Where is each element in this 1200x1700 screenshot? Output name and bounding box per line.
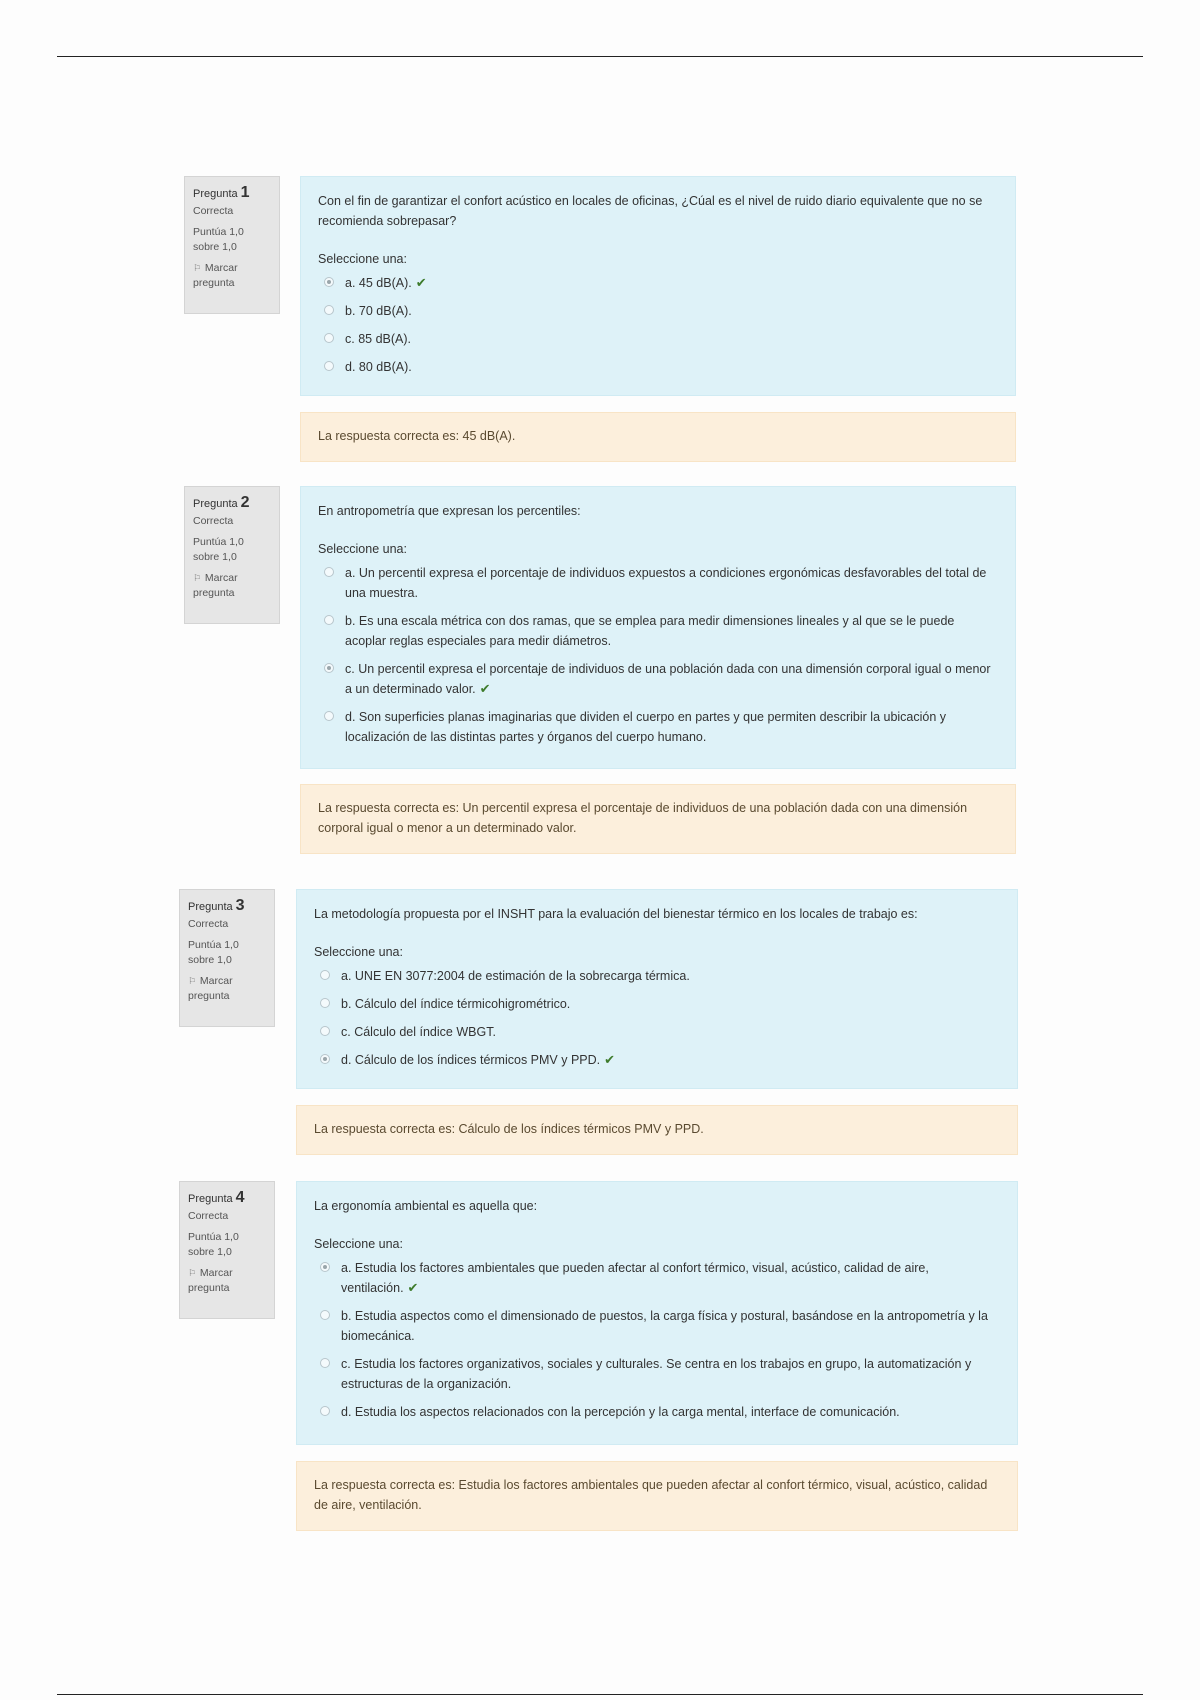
question-formulation bbox=[300, 176, 1016, 396]
flag-icon: ⚐ bbox=[188, 1268, 197, 1278]
answer-prompt: Seleccione una: bbox=[314, 945, 403, 959]
radio-button[interactable] bbox=[324, 305, 334, 315]
flag-question-link[interactable] bbox=[193, 261, 271, 291]
right-answer-feedback bbox=[300, 784, 1016, 854]
answer-option-text: a. UNE EN 3077:2004 de estimación de la sobrecarga térmica. bbox=[341, 969, 690, 983]
answer-option-c[interactable] bbox=[318, 329, 998, 349]
question-number: 3 bbox=[235, 897, 245, 914]
answer-option-text: c. Estudia los factores organizativos, sociales y culturales. Se centra en los trabajos en grupo, la automatización y estructuras de la organización. bbox=[341, 1357, 972, 1391]
bottom-rule bbox=[57, 1694, 1143, 1695]
question-number: 2 bbox=[240, 494, 250, 511]
check-icon: ✔ bbox=[407, 1280, 419, 1295]
answer-option-d[interactable] bbox=[314, 1050, 1000, 1070]
question-number: 4 bbox=[235, 1189, 245, 1206]
answer-options bbox=[314, 966, 1000, 1070]
answer-option-b[interactable] bbox=[318, 301, 998, 321]
flag-question-link[interactable] bbox=[188, 974, 266, 1004]
flag-icon: ⚐ bbox=[193, 573, 202, 583]
answer-option-c[interactable] bbox=[314, 1354, 1000, 1394]
answer-prompt: Seleccione una: bbox=[318, 252, 407, 266]
radio-button[interactable] bbox=[324, 567, 334, 577]
check-icon: ✔ bbox=[604, 1052, 616, 1067]
question-grade: Puntúa 1,0 sobre 1,0 bbox=[188, 1231, 239, 1258]
radio-button[interactable] bbox=[324, 663, 334, 673]
answer-option-text: a. Un percentil expresa el porcentaje de individuos expuestos a condiciones ergonómicas desfavorables del total de una muestra. bbox=[345, 566, 987, 600]
flag-question-label: Marcar pregunta bbox=[193, 572, 238, 599]
flag-question-link[interactable] bbox=[193, 571, 271, 601]
question-grade: Puntúa 1,0 sobre 1,0 bbox=[193, 226, 244, 253]
answer-option-d[interactable] bbox=[318, 707, 998, 747]
flag-question-label: Marcar pregunta bbox=[193, 262, 238, 289]
question-grade: Puntúa 1,0 sobre 1,0 bbox=[188, 939, 239, 966]
flag-question-label: Marcar pregunta bbox=[188, 975, 233, 1002]
answer-option-d[interactable] bbox=[314, 1402, 1000, 1422]
answer-option-a[interactable] bbox=[314, 966, 1000, 986]
question-label: Pregunta bbox=[193, 188, 238, 200]
right-answer-text: La respuesta correcta es: Un percentil expresa el porcentaje de individuos de una población dada con una dimensión corporal igual o menor a un determinado valor. bbox=[318, 801, 968, 835]
right-answer-feedback bbox=[300, 412, 1016, 462]
question-number: 1 bbox=[240, 184, 250, 201]
radio-button[interactable] bbox=[324, 277, 334, 287]
right-answer-text: La respuesta correcta es: Cálculo de los índices térmicos PMV y PPD. bbox=[314, 1122, 704, 1136]
check-icon: ✔ bbox=[415, 275, 427, 290]
radio-button[interactable] bbox=[324, 615, 334, 625]
question-state: Correcta bbox=[193, 515, 234, 527]
top-rule bbox=[57, 56, 1143, 57]
answer-option-b[interactable] bbox=[314, 994, 1000, 1014]
flag-question-label: Marcar pregunta bbox=[188, 1267, 233, 1294]
question-formulation bbox=[296, 889, 1018, 1089]
question-label: Pregunta bbox=[188, 1193, 233, 1205]
right-answer-feedback bbox=[296, 1461, 1018, 1531]
answer-option-text: b. Estudia aspectos como el dimensionado de puestos, la carga física y postural, basándose en la antropometría y la biomecánica. bbox=[341, 1309, 988, 1343]
answer-option-text: d. Son superficies planas imaginarias que dividen el cuerpo en partes y que permiten describir la ubicación y localización de las distintas partes y órganos del cuerpo humano. bbox=[345, 710, 947, 744]
answer-option-text: a. 45 dB(A). bbox=[345, 276, 412, 290]
answer-option-d[interactable] bbox=[318, 357, 998, 377]
question-formulation bbox=[296, 1181, 1018, 1445]
question-formulation bbox=[300, 486, 1016, 769]
flag-icon: ⚐ bbox=[188, 976, 197, 986]
question-info bbox=[184, 176, 280, 314]
radio-button[interactable] bbox=[320, 1406, 330, 1416]
radio-button[interactable] bbox=[324, 361, 334, 371]
answer-options bbox=[314, 1258, 1000, 1422]
answer-option-text: b. Es una escala métrica con dos ramas, que se emplea para medir dimensiones lineales y al que se le puede acoplar reglas especiales para medir diámetros. bbox=[345, 614, 955, 648]
radio-button[interactable] bbox=[320, 1026, 330, 1036]
answer-option-text: c. 85 dB(A). bbox=[345, 332, 411, 346]
right-answer-text: La respuesta correcta es: Estudia los factores ambientales que pueden afectar al confort térmico, visual, acústico, calidad de aire, ventilación. bbox=[314, 1478, 988, 1512]
question-info bbox=[179, 1181, 275, 1319]
radio-button[interactable] bbox=[324, 333, 334, 343]
answer-option-b[interactable] bbox=[314, 1306, 1000, 1346]
answer-option-b[interactable] bbox=[318, 611, 998, 651]
flag-icon: ⚐ bbox=[193, 263, 202, 273]
answer-option-a[interactable] bbox=[318, 563, 998, 603]
answer-option-a[interactable] bbox=[318, 273, 998, 293]
radio-button[interactable] bbox=[320, 970, 330, 980]
question-text: La ergonomía ambiental es aquella que: bbox=[314, 1199, 538, 1213]
radio-button[interactable] bbox=[320, 1054, 330, 1064]
question-text: La metodología propuesta por el INSHT para la evaluación del bienestar térmico en los locales de trabajo es: bbox=[314, 907, 918, 921]
radio-button[interactable] bbox=[320, 1310, 330, 1320]
answer-option-c[interactable] bbox=[314, 1022, 1000, 1042]
answer-options bbox=[318, 563, 998, 747]
answer-option-text: b. 70 dB(A). bbox=[345, 304, 412, 318]
answer-option-a[interactable] bbox=[314, 1258, 1000, 1298]
question-info bbox=[179, 889, 275, 1027]
answer-prompt: Seleccione una: bbox=[318, 542, 407, 556]
radio-button[interactable] bbox=[320, 1358, 330, 1368]
question-text: En antropometría que expresan los percentiles: bbox=[318, 504, 581, 518]
answer-prompt: Seleccione una: bbox=[314, 1237, 403, 1251]
question-label: Pregunta bbox=[188, 901, 233, 913]
question-label: Pregunta bbox=[193, 498, 238, 510]
check-icon: ✔ bbox=[479, 681, 491, 696]
question-state: Correcta bbox=[188, 918, 229, 930]
answer-option-text: a. Estudia los factores ambientales que pueden afectar al confort térmico, visual, acústico, calidad de aire, ventilación. bbox=[341, 1261, 929, 1295]
answer-option-text: c. Un percentil expresa el porcentaje de individuos de una población dada con una dimensión corporal igual o menor a un determinado valor. bbox=[345, 662, 991, 696]
answer-options bbox=[318, 273, 998, 377]
question-state: Correcta bbox=[188, 1210, 229, 1222]
answer-option-text: d. Cálculo de los índices térmicos PMV y PPD. bbox=[341, 1053, 601, 1067]
answer-option-text: c. Cálculo del índice WBGT. bbox=[341, 1025, 496, 1039]
flag-question-link[interactable] bbox=[188, 1266, 266, 1296]
question-text: Con el fin de garantizar el confort acústico en locales de oficinas, ¿Cúal es el nivel de ruido diario equivalente que no se recomienda sobrepasar? bbox=[318, 194, 983, 228]
question-grade: Puntúa 1,0 sobre 1,0 bbox=[193, 536, 244, 563]
answer-option-text: b. Cálculo del índice térmicohigrométrico. bbox=[341, 997, 571, 1011]
answer-option-text: d. 80 dB(A). bbox=[345, 360, 412, 374]
radio-button[interactable] bbox=[324, 711, 334, 721]
answer-option-c[interactable] bbox=[318, 659, 998, 699]
right-answer-text: La respuesta correcta es: 45 dB(A). bbox=[318, 429, 516, 443]
question-info bbox=[184, 486, 280, 624]
radio-button[interactable] bbox=[320, 1262, 330, 1272]
question-state: Correcta bbox=[193, 205, 234, 217]
answer-option-text: d. Estudia los aspectos relacionados con la percepción y la carga mental, interface de comunicación. bbox=[341, 1405, 900, 1419]
radio-button[interactable] bbox=[320, 998, 330, 1008]
right-answer-feedback bbox=[296, 1105, 1018, 1155]
